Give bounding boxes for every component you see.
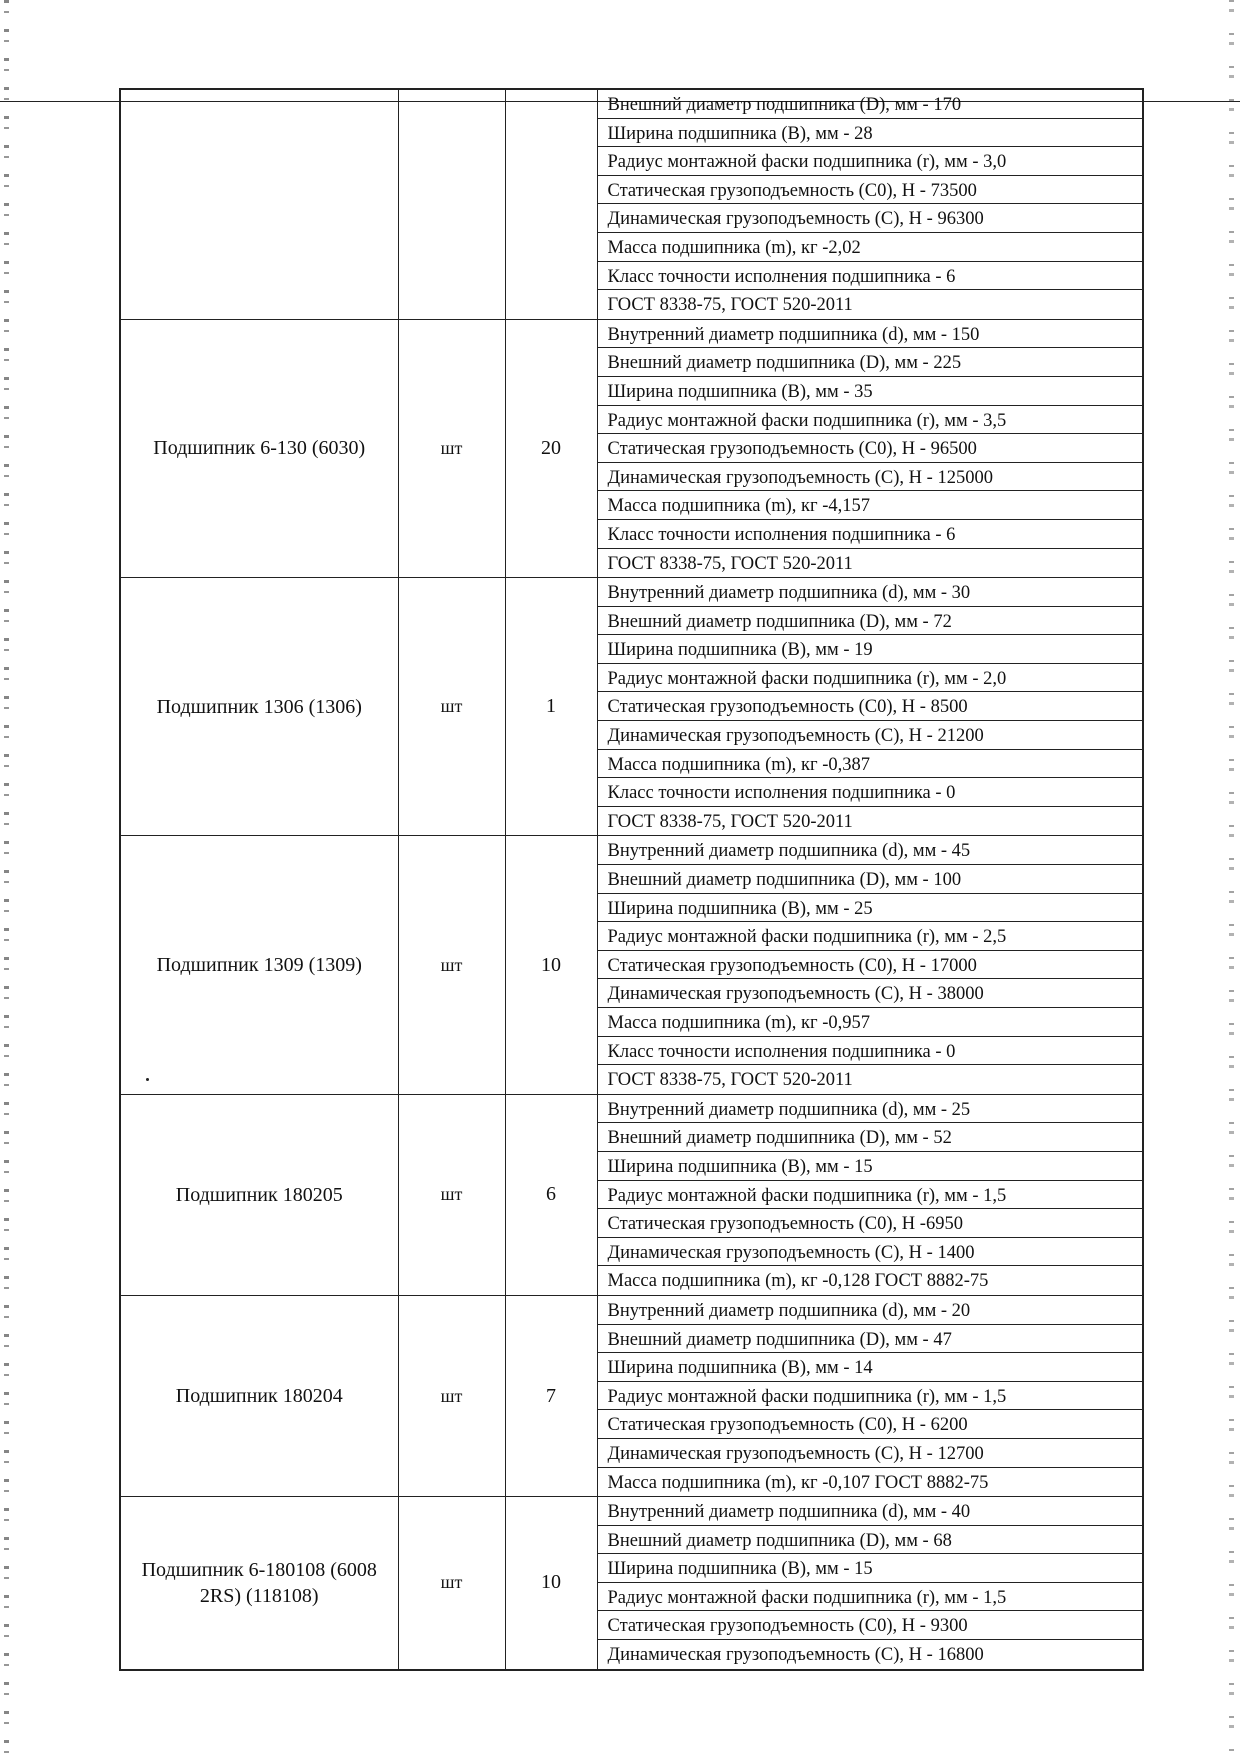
item-specs [597, 1497, 1143, 1670]
spec-line: Масса подшипника (m), кг -0,107 ГОСТ 8882-75 [607, 1472, 989, 1493]
item-quantity [505, 89, 597, 319]
spec-line: Масса подшипника (m), кг -2,02 [598, 233, 1143, 262]
item-specs [597, 578, 1143, 836]
spec-line: Внутренний диаметр подшипника (d), мм - 25 [598, 1095, 1143, 1124]
spec-table-body [120, 89, 1143, 1670]
item-specs [597, 89, 1143, 319]
spec-line: Внутренний диаметр подшипника (d), мм - 40 [598, 1497, 1143, 1526]
item-quantity: 1 [505, 578, 597, 836]
spec-line: Внешний диаметр подшипника (D), мм - 225 [598, 348, 1143, 377]
item-unit: шт [398, 836, 505, 1094]
spec-line: Ширина подшипника (B), мм - 28 [598, 119, 1143, 148]
item-unit: шт [398, 578, 505, 836]
item-name [120, 89, 398, 319]
table-row [120, 1295, 1143, 1496]
item-specs [597, 319, 1143, 577]
item-unit: шт [398, 1497, 505, 1670]
item-name: Подшипник 6-180108 (6008 2RS) (118108) [120, 1497, 398, 1670]
item-unit: шт [398, 319, 505, 577]
spec-line: Класс точности исполнения подшипника - 0 [598, 778, 1143, 807]
table-row [120, 578, 1143, 836]
spec-line: Класс точности исполнения подшипника - 0 [598, 1037, 1143, 1066]
item-specs [597, 1094, 1143, 1295]
spec-line: Радиус монтажной фаски подшипника (r), мм - 3,5 [598, 406, 1143, 435]
item-quantity: 7 [505, 1295, 597, 1496]
spec-line: Ширина подшипника (B), мм - 15 [598, 1554, 1143, 1583]
spec-line: Динамическая грузоподъемность (С), Н - 16800 [607, 1645, 984, 1666]
item-quantity: 10 [505, 836, 597, 1094]
scan-edge-right [1229, 0, 1234, 1754]
item-name: Подшипник 180205 [120, 1094, 398, 1295]
spec-line: Масса подшипника (m), кг -0,128 ГОСТ 8882-75 [607, 1271, 989, 1292]
spec-line: Статическая грузоподъемность (С0), Н - 96500 [598, 434, 1143, 463]
spec-line: Внешний диаметр подшипника (D), мм - 170 [598, 90, 1143, 119]
item-name: Подшипник 180204 [120, 1295, 398, 1496]
spec-line: Динамическая грузоподъемность (С), Н - 125000 [598, 463, 1143, 492]
spec-line: Внешний диаметр подшипника (D), мм - 72 [598, 607, 1143, 636]
spec-line: Ширина подшипника (B), мм - 35 [598, 377, 1143, 406]
item-specs [597, 1295, 1143, 1496]
spec-line: Радиус монтажной фаски подшипника (r), мм - 1,5 [598, 1583, 1143, 1612]
table-row [120, 89, 1143, 319]
spec-line: Радиус монтажной фаски подшипника (r), мм - 1,5 [598, 1181, 1143, 1210]
spec-line: Статическая грузоподъемность (С0), Н - 8500 [598, 692, 1143, 721]
spec-line: ГОСТ 8338-75, ГОСТ 520-2011 [607, 295, 853, 316]
spec-line: Масса подшипника (m), кг -0,957 [598, 1008, 1143, 1037]
spec-line: Статическая грузоподъемность (С0), Н - 73500 [598, 176, 1143, 205]
spec-line: Ширина подшипника (B), мм - 25 [598, 894, 1143, 923]
item-unit [398, 89, 505, 319]
spec-line: Радиус монтажной фаски подшипника (r), мм - 1,5 [598, 1382, 1143, 1411]
spec-line: ГОСТ 8338-75, ГОСТ 520-2011 [607, 553, 853, 574]
spec-line: Статическая грузоподъемность (С0), Н -6950 [598, 1209, 1143, 1238]
spec-line: Класс точности исполнения подшипника - 6 [598, 262, 1143, 291]
item-quantity: 6 [505, 1094, 597, 1295]
item-specs [597, 836, 1143, 1094]
spec-line: Динамическая грузоподъемность (С), Н - 96300 [598, 204, 1143, 233]
table-row [120, 836, 1143, 1094]
spec-line: Динамическая грузоподъемность (С), Н - 1400 [598, 1238, 1143, 1267]
item-unit: шт [398, 1094, 505, 1295]
spec-line: Внешний диаметр подшипника (D), мм - 52 [598, 1123, 1143, 1152]
spec-line: Статическая грузоподъемность (С0), Н - 9300 [598, 1611, 1143, 1640]
spec-line: Радиус монтажной фаски подшипника (r), мм - 3,0 [598, 147, 1143, 176]
spec-line: Внешний диаметр подшипника (D), мм - 47 [598, 1325, 1143, 1354]
spec-line: Динамическая грузоподъемность (С), Н - 38000 [598, 979, 1143, 1008]
table-row [120, 1497, 1143, 1670]
table-row [120, 319, 1143, 577]
item-unit: шт [398, 1295, 505, 1496]
spec-line: Внутренний диаметр подшипника (d), мм - 20 [598, 1296, 1143, 1325]
spec-line: Внешний диаметр подшипника (D), мм - 100 [598, 865, 1143, 894]
spec-line: Статическая грузоподъемность (С0), Н - 6200 [598, 1410, 1143, 1439]
spec-line: Динамическая грузоподъемность (С), Н - 12700 [598, 1439, 1143, 1468]
scan-edge-left [4, 0, 9, 1754]
spec-line: ГОСТ 8338-75, ГОСТ 520-2011 [607, 1070, 853, 1091]
spec-line: Радиус монтажной фаски подшипника (r), мм - 2,5 [598, 922, 1143, 951]
spec-line: Масса подшипника (m), кг -0,387 [598, 750, 1143, 779]
item-quantity: 20 [505, 319, 597, 577]
spec-line: ГОСТ 8338-75, ГОСТ 520-2011 [607, 811, 853, 832]
spec-line: Ширина подшипника (B), мм - 14 [598, 1353, 1143, 1382]
spec-line: Статическая грузоподъемность (С0), Н - 17000 [598, 951, 1143, 980]
spec-line: Радиус монтажной фаски подшипника (r), мм - 2,0 [598, 664, 1143, 693]
spec-line: Внутренний диаметр подшипника (d), мм - 45 [598, 836, 1143, 865]
item-name: Подшипник 1306 (1306) [120, 578, 398, 836]
item-name: Подшипник 6-130 (6030) [120, 319, 398, 577]
spec-line: Класс точности исполнения подшипника - 6 [598, 520, 1143, 549]
spec-line: Ширина подшипника (B), мм - 15 [598, 1152, 1143, 1181]
bearing-spec-table [119, 88, 1144, 1671]
spec-line: Ширина подшипника (B), мм - 19 [598, 635, 1143, 664]
spec-line: Внешний диаметр подшипника (D), мм - 68 [598, 1526, 1143, 1555]
spec-line: Масса подшипника (m), кг -4,157 [598, 491, 1143, 520]
table-row [120, 1094, 1143, 1295]
spec-line: Внутренний диаметр подшипника (d), мм - 150 [598, 320, 1143, 349]
item-name: Подшипник 1309 (1309) [120, 836, 398, 1094]
item-quantity: 10 [505, 1497, 597, 1670]
spec-line: Внутренний диаметр подшипника (d), мм - 30 [598, 578, 1143, 607]
spec-line: Динамическая грузоподъемность (С), Н - 21200 [598, 721, 1143, 750]
